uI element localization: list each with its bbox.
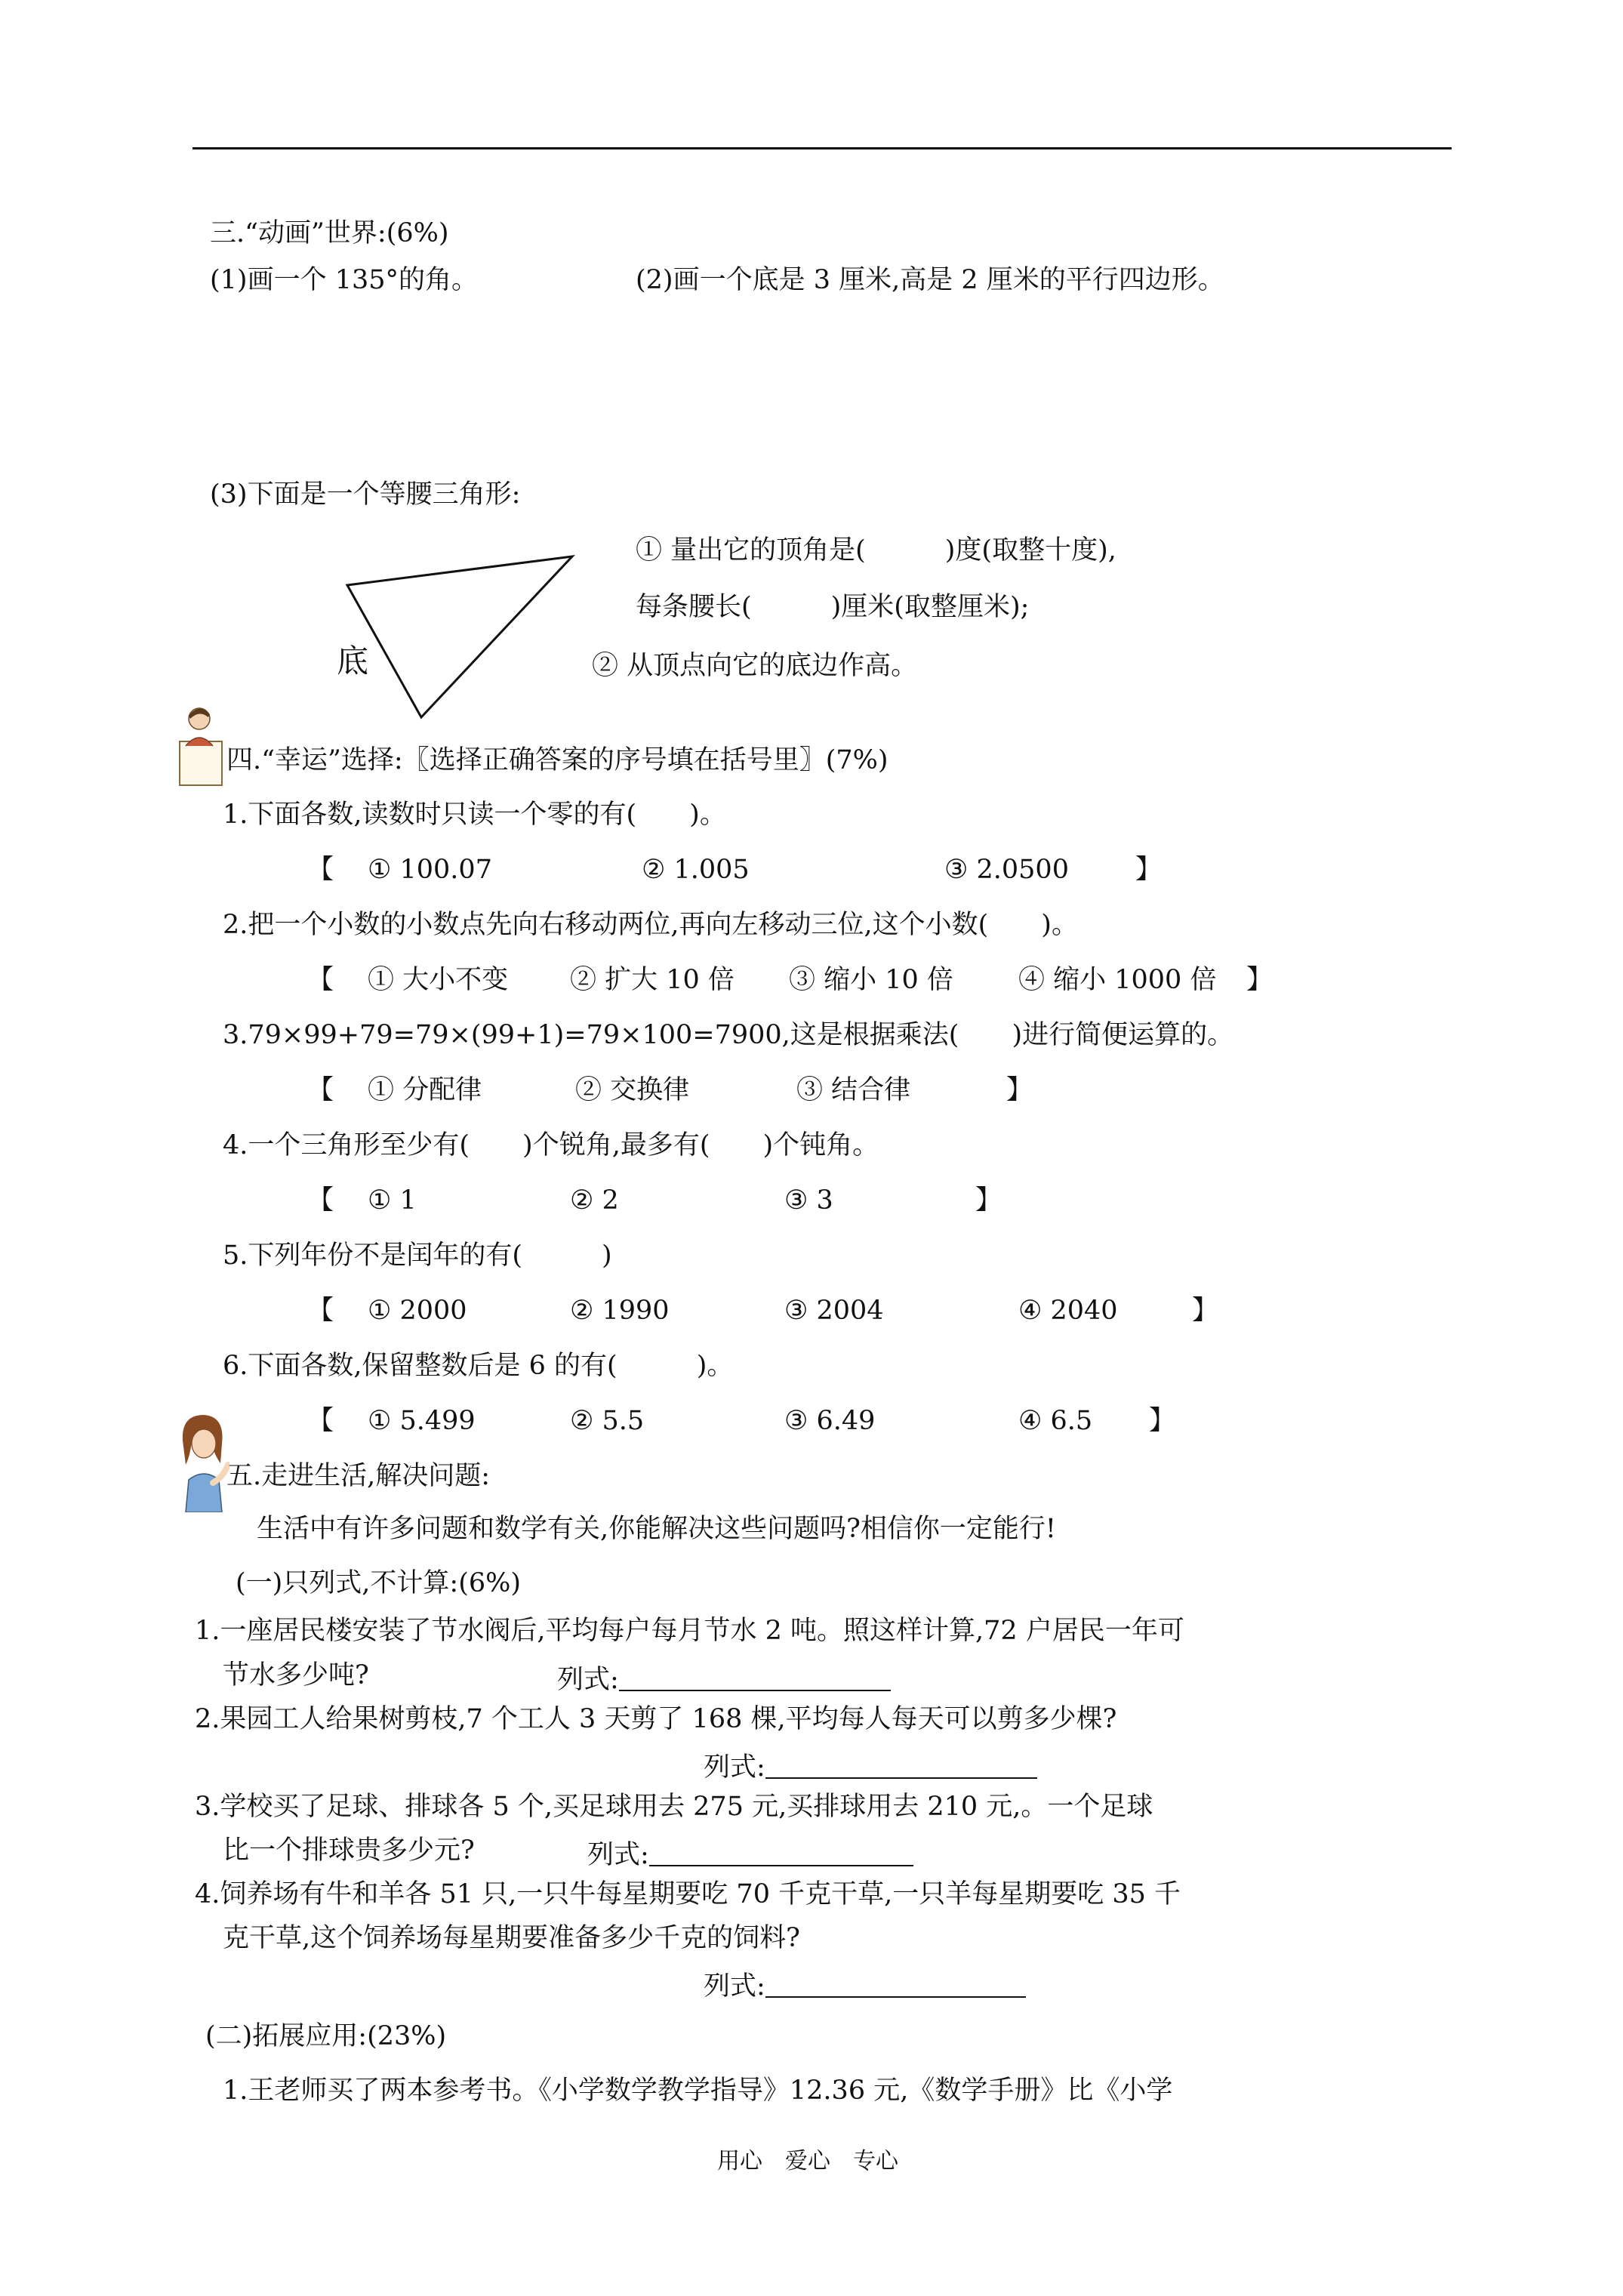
- q4-5-open-bracket: 【: [307, 1296, 334, 1326]
- q4-1-option: ① 100.07: [368, 855, 492, 885]
- girl-illustration-icon: [175, 1410, 229, 1512]
- q4-6-option: ① 5.499: [368, 1406, 476, 1436]
- q4-3-option: ② 交换律: [575, 1075, 690, 1105]
- formula-label: 列式:: [704, 1752, 765, 1783]
- formula-answer-line[interactable]: [619, 1663, 891, 1691]
- q3-3a-text: ① 量出它的顶角是( )度(取整十度),: [636, 535, 1116, 566]
- part1-heading: (一)只列式,不计算:(6%): [236, 1568, 522, 1598]
- q4-1-option: ③ 2.0500: [944, 855, 1069, 885]
- q3-3c-text: ② 从顶点向它的底边作高。: [592, 651, 918, 681]
- p1-q1-formula: [557, 1663, 891, 1693]
- p1-q1-line1: 1.一座居民楼安装了节水阀后,平均每户每月节水 2 吨。照这样计算,72 户居民一年可: [195, 1616, 1184, 1646]
- q4-6-option: ② 5.5: [570, 1406, 645, 1436]
- q3-2-text: (2)画一个底是 3 厘米,高是 2 厘米的平行四边形。: [636, 265, 1224, 295]
- formula-label: 列式:: [557, 1665, 619, 1695]
- section4-heading: 四.“幸运”选择:〖选择正确答案的序号填在括号里〗(7%): [226, 745, 888, 775]
- q4-5-text: 5.下列年份不是闰年的有( ): [223, 1240, 612, 1271]
- p1-q2-line1: 2.果园工人给果树剪枝,7 个工人 3 天剪了 168 棵,平均每人每天可以剪多少棵?: [195, 1704, 1117, 1734]
- q4-2-close-bracket: 】: [1246, 965, 1273, 995]
- formula-answer-line[interactable]: [649, 1838, 913, 1866]
- q4-3-close-bracket: 】: [1006, 1075, 1033, 1105]
- q4-6-close-bracket: 】: [1149, 1406, 1176, 1436]
- q4-6-open-bracket: 【: [307, 1406, 334, 1436]
- p1-q3-formula: [587, 1838, 913, 1869]
- q4-2-option: ④ 缩小 1000 倍: [1018, 965, 1217, 995]
- triangle-shape: [347, 556, 572, 717]
- q4-6-text: 6.下面各数,保留整数后是 6 的有( )。: [223, 1351, 734, 1381]
- section5-intro: 生活中有许多问题和数学有关,你能解决这些问题吗?相信你一定能行!: [257, 1514, 1056, 1544]
- section3-heading: 三.“动画”世界:(6%): [210, 218, 449, 248]
- q4-1-close-bracket: 】: [1135, 855, 1163, 885]
- q3-1-text: (1)画一个 135°的角。: [210, 265, 479, 295]
- p1-q3-line2: 比一个排球贵多少元?: [223, 1835, 475, 1866]
- q4-3-text: 3.79×99+79=79×(99+1)=79×100=7900,这是根据乘法( )进行简便运算的。: [223, 1020, 1234, 1050]
- q4-2-text: 2.把一个小数的小数点先向右移动两位,再向左移动三位,这个小数( )。: [223, 910, 1078, 940]
- q4-5-option: ③ 2004: [784, 1296, 884, 1326]
- p1-q3-line1: 3.学校买了足球、排球各 5 个,买足球用去 275 元,买排球用去 210 元,。一个足球: [195, 1792, 1153, 1822]
- q4-6-option: ④ 6.5: [1018, 1406, 1093, 1436]
- teacher-board-icon: [172, 702, 226, 790]
- q4-2-option: ② 扩大 10 倍: [570, 965, 735, 995]
- q4-4-close-bracket: 】: [975, 1185, 1002, 1216]
- q4-6-option: ③ 6.49: [784, 1406, 876, 1436]
- q4-1-open-bracket: 【: [307, 855, 334, 885]
- p1-q4-line1: 4.饲养场有牛和羊各 51 只,一只牛每星期要吃 70 千克干草,一只羊每星期要吃 35 千: [195, 1879, 1181, 1909]
- q4-4-option: ③ 3: [784, 1185, 833, 1216]
- q4-3-open-bracket: 【: [307, 1075, 334, 1105]
- q4-2-open-bracket: 【: [307, 965, 334, 995]
- formula-answer-line[interactable]: [765, 1969, 1026, 1998]
- formula-label: 列式:: [587, 1840, 649, 1870]
- section5-heading: 五.走进生活,解决问题:: [226, 1461, 491, 1491]
- q4-4-text: 4.一个三角形至少有( )个锐角,最多有( )个钝角。: [223, 1130, 879, 1160]
- formula-label: 列式:: [704, 1971, 765, 2002]
- q4-5-option: ④ 2040: [1018, 1296, 1118, 1326]
- q4-1-text: 1.下面各数,读数时只读一个零的有( )。: [223, 800, 726, 830]
- q4-2-option: ③ 缩小 10 倍: [789, 965, 953, 995]
- q4-4-open-bracket: 【: [307, 1185, 334, 1216]
- header-rule: [192, 147, 1452, 149]
- p1-q1-line2: 节水多少吨?: [223, 1660, 369, 1690]
- q4-1-option: ② 1.005: [642, 855, 750, 885]
- isosceles-triangle-figure: [332, 544, 589, 725]
- q4-5-close-bracket: 】: [1192, 1296, 1219, 1326]
- q3-3b-text: 每条腰长( )厘米(取整厘米);: [636, 592, 1030, 622]
- base-label: 底: [337, 643, 369, 680]
- p1-q4-line2: 克干草,这个饲养场每星期要准备多少千克的饲料?: [223, 1923, 800, 1953]
- part2-heading: (二)拓展应用:(23%): [205, 2021, 447, 2051]
- q3-3-intro: (3)下面是一个等腰三角形:: [210, 479, 521, 510]
- p1-q2-formula: [704, 1750, 1037, 1781]
- q4-4-option: ② 2: [570, 1185, 619, 1216]
- q4-3-option: ① 分配律: [368, 1075, 482, 1105]
- q4-2-option: ① 大小不变: [368, 965, 509, 995]
- p2-q1-line1: 1.王老师买了两本参考书。《小学数学教学指导》12.36 元,《数学手册》比《小学: [223, 2076, 1173, 2106]
- formula-answer-line[interactable]: [765, 1750, 1037, 1779]
- page-footer: 用心 爱心 专心: [717, 2148, 898, 2174]
- p1-q4-formula: [704, 1969, 1026, 2000]
- q4-4-option: ① 1: [368, 1185, 417, 1216]
- q4-5-option: ② 1990: [570, 1296, 670, 1326]
- q4-5-option: ① 2000: [368, 1296, 467, 1326]
- q4-3-option: ③ 结合律: [796, 1075, 911, 1105]
